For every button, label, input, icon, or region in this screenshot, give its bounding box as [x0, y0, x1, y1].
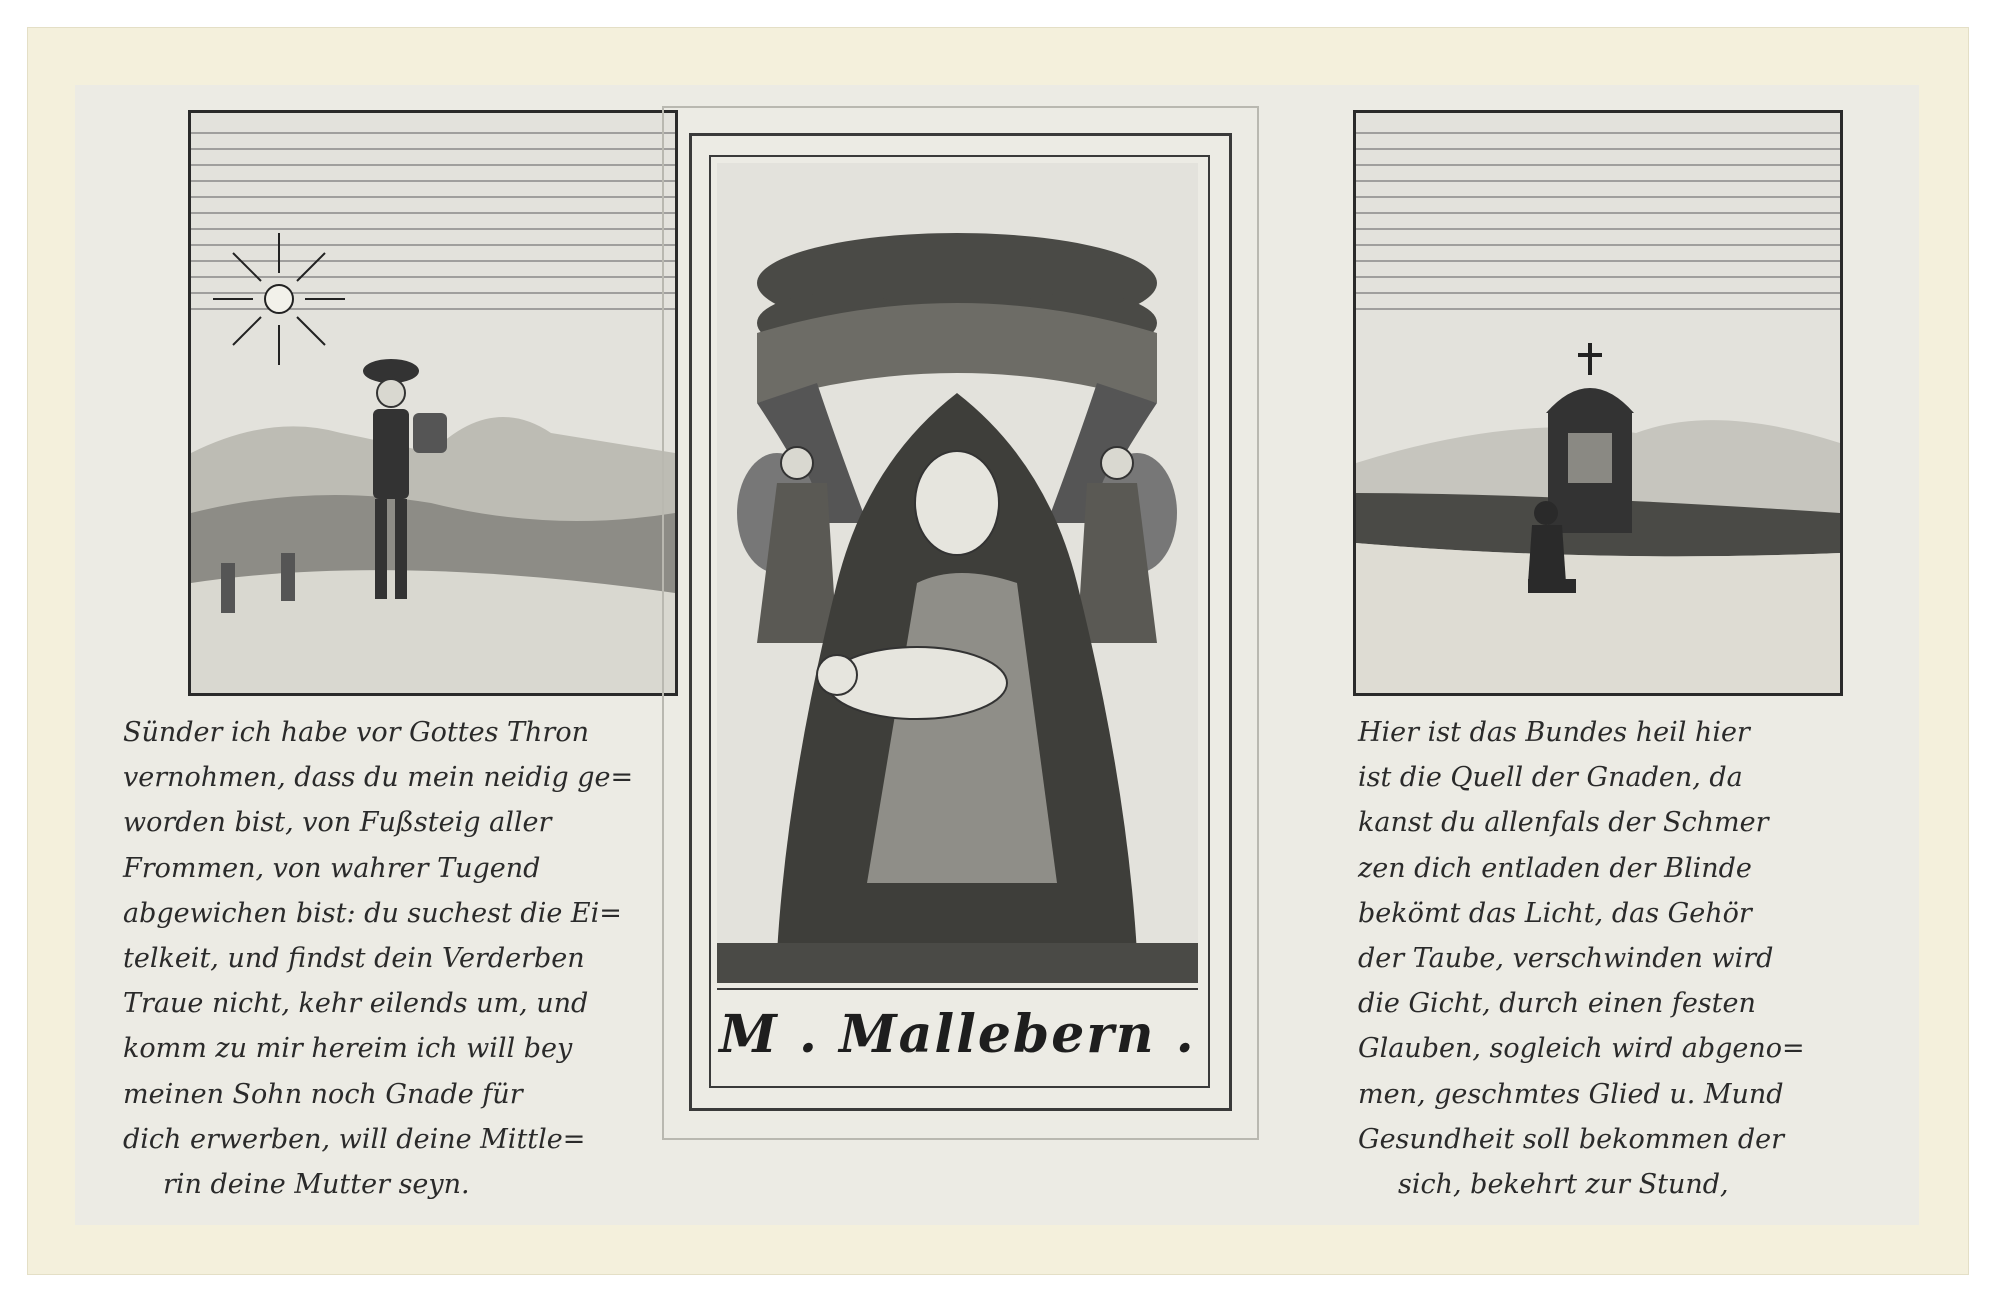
verse-line: worden bist, von Fußsteig aller [123, 807, 552, 839]
verse-line: bekömt das Licht, das Gehör [1358, 897, 1752, 929]
caption-title: M . Mallebern . [719, 1003, 1196, 1065]
verse-line: der Taube, verschwinden wird [1358, 942, 1774, 974]
verse-line: rin deine Mutter seyn. [163, 1168, 470, 1200]
verse-line: Frommen, von wahrer Tugend [123, 852, 541, 884]
verse-line: men, geschmtes Glied u. Mund [1358, 1078, 1784, 1110]
verse-line: Gesundheit soll bekommen der [1358, 1123, 1785, 1155]
left-engraving-pilgrim [188, 110, 678, 696]
verse-line: Traue nicht, kehr eilends um, und [123, 988, 589, 1020]
verse-line: vernohmen, dass du mein neidig ge= [123, 762, 634, 794]
caption-box [717, 988, 1198, 1078]
right-verse [1358, 710, 1805, 1207]
right-engraving-shrine [1353, 110, 1843, 696]
verse-line: abgewichen bist: du suchest die Ei= [123, 897, 622, 929]
verse-line: komm zu mir hereim ich will bey [123, 1033, 573, 1065]
verse-line: zen dich entladen der Blinde [1358, 852, 1752, 884]
center-engraving-madonna [717, 163, 1198, 983]
verse-line: Hier ist das Bundes heil hier [1358, 717, 1750, 748]
verse-line: telkeit, und findst dein Verderben [123, 942, 585, 974]
postcard [28, 28, 1968, 1274]
verse-line: kanst du allenfals der Schmer [1358, 807, 1769, 839]
verse-line: meinen Sohn noch Gnade für [123, 1078, 523, 1110]
left-verse [123, 710, 633, 1207]
verse-line: Glauben, sogleich wird abgeno= [1358, 1033, 1805, 1065]
verse-line: dich erwerben, will deine Mittle= [123, 1123, 586, 1155]
verse-line: ist die Quell der Gnaden, da [1358, 762, 1743, 794]
verse-line: die Gicht, durch einen festen [1358, 988, 1756, 1020]
verse-line: Sünder ich habe vor Gottes Thron [123, 717, 589, 748]
verse-line: sich, bekehrt zur Stund, [1398, 1168, 1729, 1200]
